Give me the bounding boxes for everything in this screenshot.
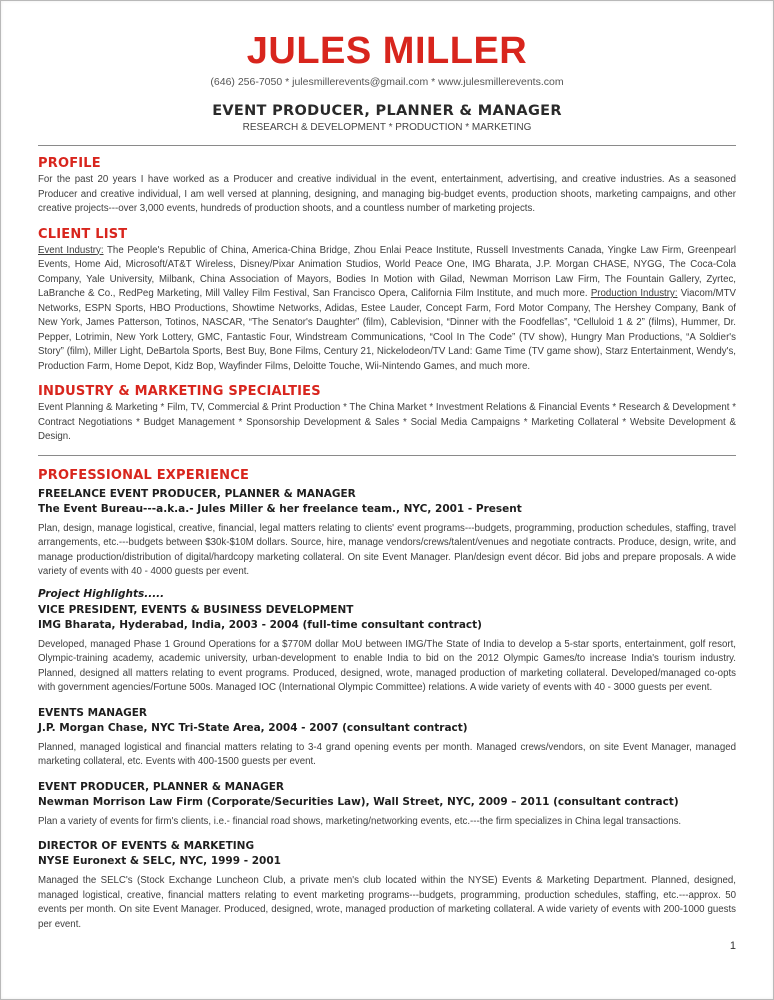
job-title: EVENT PRODUCER, PLANNER & MANAGER	[38, 780, 285, 793]
event-industry-label: Event Industry:	[38, 244, 104, 256]
contact-line: (646) 256-7050 * julesmillerevents@gmail.com * www.julesmillerevents.com	[210, 76, 564, 88]
page-number: 1	[729, 940, 736, 952]
profile-heading: PROFILE	[38, 156, 101, 171]
client-list-text	[38, 244, 736, 375]
job-description: Plan, design, manage logistical, creative, financial, legal matters relating to clients' event programs---budgets, programming, production schedules, staffing, travel arrangements, etc.---budgets between $30k-$10M dollars. Source, hire, manage vendors/crews/talent/venues and negotiate contracts. Produce, design, write, and manage production/distribution of digital/hardcopy marketing collateral. On site Event Manager. Plan/design event décor. Bid jobs and prepare proposals. A wide variety of events with 40 - 4000 guests per event.	[38, 522, 736, 577]
job-entry	[38, 706, 736, 770]
job-entry	[38, 780, 736, 830]
job-company: The Event Bureau---a.k.a.- Jules Miller & her freelance team., NYC, 2001 - Present	[38, 502, 522, 515]
resume-page	[38, 30, 736, 932]
job-description: Managed the SELC's (Stock Exchange Luncheon Club, a private men's club located within the NYSE) Events & Marketing Department. Planned, designed, managed logistical, creative, financial matters relating to event marketing programs---budgets, programming, production schedules, staffing, etc.---approx. 50 events per month. On site Event Manager. Produced, designed, wrote, managed production of marketing collateral. A wide variety of events with 200-1000 guests per event.	[38, 875, 736, 930]
experience-heading: PROFESSIONAL EXPERIENCE	[38, 467, 250, 483]
job-description: Plan a variety of events for firm's clients, i.e.- financial road shows, marketing/networking events, etc.---the firm specializes in China legal transactions.	[38, 815, 682, 827]
profile-text: For the past 20 years I have worked as a Producer and creative individual in the event, entertainment, advertising, and creative industries. As a seasoned Producer and creative individual, I am well versed at planning, designing, and managing big-budget events, production shoots, marketing campaigns, and other creative projects---over 3,000 events, hundreds of production shoots, and a countless number of marketing projects.	[38, 174, 736, 214]
job-company: Newman Morrison Law Firm (Corporate/Securities Law), Wall Street, NYC, 2009 – 2011 (consultant contract)	[38, 795, 679, 808]
section-divider	[38, 455, 736, 456]
job-company: J.P. Morgan Chase, NYC Tri-State Area, 2004 - 2007 (consultant contract)	[38, 721, 468, 734]
job-company: IMG Bharata, Hyderabad, India, 2003 - 2004 (full-time consultant contract)	[38, 618, 482, 631]
job-description: Developed, managed Phase 1 Ground Operations for a $770M dollar MoU between IMG/The State of India to develop a 5-star sports, entertainment, golf resort, Olympic-training academy, academic university, urban-development to enable India to bid on the 2012 Olympic Games/to increase India's tourism industry. Planned, designed all matters relating to event programs. Produced, designed, wrote, managed production of marketing collateral. Developed/managed co-opts with government agencies/Fortune 500s. Managed IOC (International Olympic Committee) relations. A wide variety of events with 40 - 3000 guests per event.	[38, 638, 736, 693]
job-title: EVENTS MANAGER	[38, 706, 148, 719]
job-title: DIRECTOR OF EVENTS & MARKETING	[38, 840, 255, 852]
production-industry-clients: Viacom/MTV Networks, ESPN Sports, HBO Productions, Showtime Networks, Adidas, Estee Lauder, Concept Farm, Ford Motor Company, The Hershey Company, Bank of New York, James Patterson, Totinos, NASCAR, “The Senator's Daughter” (film), Cablevision, “Dinner with the Foodfellas”, “Celluloid 1 & 2” (films), Hummer, Dr. Pepper, Lotrimin, New York Lottery, GMC, Fantastic Four, Windstream Communications, “Cool In The Code” (TV show), Hungry Man Productions, “A Soldier's Story” (film), Miller Light, DeBartola Sports, Best Buy, Bone Films, Century 21, Nickelodeon/TV Land: Game Time (TV game show), Starz Entertainment, Wendy's, Production Farm, Home Depot, Kidz Bop, Wayfinder Films, Deloitte Touche, Wii-Nintendo Games, and much more.	[38, 288, 736, 372]
subheadline: RESEARCH & DEVELOPMENT * PRODUCTION * MARKETING	[242, 122, 532, 133]
specialties-heading: INDUSTRY & MARKETING SPECIALTIES	[38, 384, 321, 399]
headline: EVENT PRODUCER, PLANNER & MANAGER	[212, 103, 562, 119]
production-industry-label: Production Industry:	[590, 288, 678, 299]
project-highlights-label: Project Highlights.....	[38, 587, 165, 600]
job-entry	[38, 487, 736, 580]
job-entry	[38, 839, 736, 932]
header-divider	[38, 145, 736, 146]
job-title: VICE PRESIDENT, EVENTS & BUSINESS DEVELOPMENT	[38, 603, 354, 616]
applicant-name: JULES MILLER	[246, 30, 528, 72]
job-description: Planned, managed logistical and financial matters relating to 3-4 grand opening events per month. Managed crews/vendors, on site Event Manager, managed marketing collateral, etc. Events with 400-1500 guests per event.	[38, 741, 736, 767]
job-company: NYSE Euronext & SELC, NYC, 1999 - 2001	[38, 855, 281, 867]
job-entry	[38, 603, 736, 696]
event-industry-clients: The People's Republic of China, America-China Bridge, Zhou Enlai Peace Institute, Russell Investments Canada, Yingke Law Firm, Greenpearl Events, Home Aid, Microsoft/AT&T Wireless, Disney/Pixar Animation Studios, World Peace One, IMG Bharata, J.P. Morgan CHASE, NYGG, The Coca-Cola Company, Yale University, Milbank, China Association of Mayors, Bodies In Motion with Gilad, Newman Morrison Law Firm, The Fountain Gallery, Zyrtec, LaBranche & Co., RedPeg Marketing, Mill Valley Film Festival, San Francisco Opera, California Film Institute, and much more.	[38, 244, 736, 299]
client-list-heading: CLIENT LIST	[38, 226, 128, 242]
specialties-text: Event Planning & Marketing * Film, TV, Commercial & Print Production * The China Market * Investment Relations & Financial Events * Research & Development * Contract Negotiations * Budget Management * Sponsorship Development & Sales * Social Media Campaigns * Marketing Collateral * Website Development & Design.	[38, 402, 736, 442]
job-title: FREELANCE EVENT PRODUCER, PLANNER & MANAGER	[38, 487, 356, 500]
